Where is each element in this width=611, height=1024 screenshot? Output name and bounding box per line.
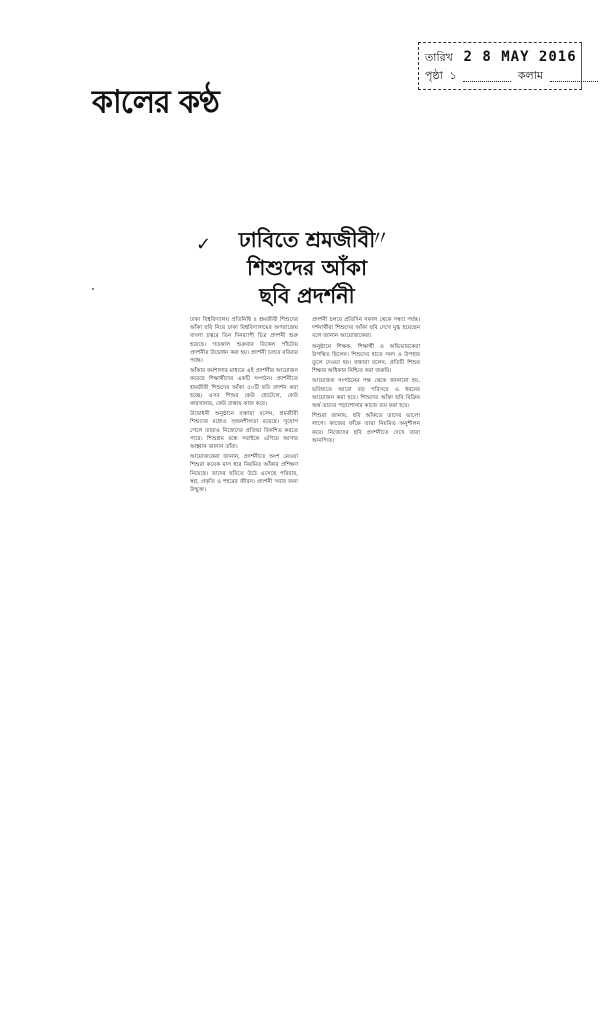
- article-paragraph: অনুষ্ঠানে শিক্ষক, শিক্ষার্থী ও অভিভাবকেরা উপস্থিত ছিলেন। শিশুদের হাতে সনদ ও উপহার তুলে দেওয়া হয়। বক্তারা বলেন, প্রতিটি শিশুর শিক্ষার অধিকার নিশ্চিত করা জরুরি।: [312, 343, 420, 375]
- stamp-date-label: তারিখ: [425, 51, 453, 64]
- date-stamp: [418, 42, 582, 90]
- article-paragraph: প্রদর্শনী চলবে প্রতিদিন সকাল থেকে সন্ধ্যা পর্যন্ত। দর্শনার্থীরা শিশুদের আঁকা ছবি দেখে মুগ্ধ হয়েছেন বলে জানান আয়োজকেরা।: [312, 317, 420, 340]
- headline-line: ঢাবিতে শ্রমজীবী: [238, 228, 376, 252]
- stamp-page-value: ১: [449, 69, 457, 82]
- article-paragraph: ঢাকা বিশ্ববিদ্যালয় প্রতিনিধি ॥ শ্রমজীবী শিশুদের আঁকা ছবি নিয়ে ঢাকা বিশ্ববিদ্যালয়ের অপরাজেয় বাংলা চত্বরে তিন দিনব্যাপী চিত্র প্রদর্শনী শুরু হয়েছে। গতকাল শুক্রবার বিকেল পাঁচটায় প্রদর্শনীর উদ্বোধন করা হয়। প্রদর্শনী চলবে রবিবার পর্যন্ত।: [190, 317, 298, 365]
- article-headline: [202, 226, 412, 310]
- stamp-dotted-line: [463, 71, 511, 82]
- headline-line: ছবি প্রদর্শনী: [259, 284, 355, 308]
- headline-line: শিশুদের আঁকা: [246, 256, 368, 280]
- stamp-page-label: পৃষ্ঠা: [425, 69, 443, 82]
- stamp-column-label: কলাম: [517, 69, 544, 82]
- stamp-date-row: [425, 49, 577, 68]
- article-paragraph: উদ্বোধনী অনুষ্ঠানে বক্তারা বলেন, শ্রমজীবী শিশুদের মধ্যেও সৃজনশীলতা রয়েছে। সুযোগ পেলে তারাও নিজেদের প্রতিভা বিকশিত করতে পারে। শিশুশ্রম বন্ধে সবাইকে এগিয়ে আসার আহ্বান জানান তাঁরা।: [190, 411, 298, 451]
- stamp-dotted-line: [550, 71, 598, 82]
- article-column-left: [190, 316, 298, 666]
- stamp-page-row: [425, 67, 598, 86]
- article-paragraph: আয়োজক সংগঠনের পক্ষ থেকে জানানো হয়, ভবিষ্যতে আরো বড় পরিসরে এ ধরনের আয়োজন করা হবে। শিশুদের আঁকা ছবি বিক্রির অর্থ তাদের পড়াশোনার কাজে ব্যয় করা হবে।: [312, 378, 420, 410]
- article-paragraph: শিশুরা জানায়, ছবি আঁকতে তাদের ভালো লাগে। কাজের ফাঁকে তারা নিয়মিত অনুশীলন করে। নিজেদের ছবি প্রদর্শনীতে দেখে তারা আনন্দিত।: [312, 413, 420, 444]
- handwritten-quote-icon: 〃: [370, 226, 390, 250]
- article-paragraph: আঁকার কর্মশালার মাধ্যমে এই প্রদর্শনীর আয়োজন করেছে শিক্ষার্থীদের একটি সংগঠন। প্রদর্শনীতে শ্রমজীবী শিশুদের আঁকা ৫০টি ছবি প্রদর্শন করা হচ্ছে। এসব শিশুর কেউ হোটেলে, কেউ কারখানায়, কেউ রাস্তায় কাজ করে।: [190, 368, 298, 408]
- article-paragraph: আয়োজকেরা জানান, প্রদর্শনীতে অংশ নেওয়া শিশুরা কয়েক মাস ধরে নিয়মিত আঁকার প্রশিক্ষণ নিয়েছে। তাদের ছবিতে উঠে এসেছে পরিবার, স্বপ্ন, প্রকৃতি ও শহরের জীবন। প্রদর্শনী সবার জন্য উন্মুক্ত।: [190, 454, 298, 494]
- handwritten-tick-icon: ✓: [196, 234, 212, 255]
- article-clipping: [190, 220, 420, 670]
- article-body: [190, 316, 420, 666]
- stamp-date-value: 2 8 MAY 2016: [463, 49, 577, 65]
- scan-speck: [92, 288, 94, 290]
- article-column-right: [312, 316, 420, 602]
- newspaper-masthead: কালের কণ্ঠ: [92, 84, 219, 121]
